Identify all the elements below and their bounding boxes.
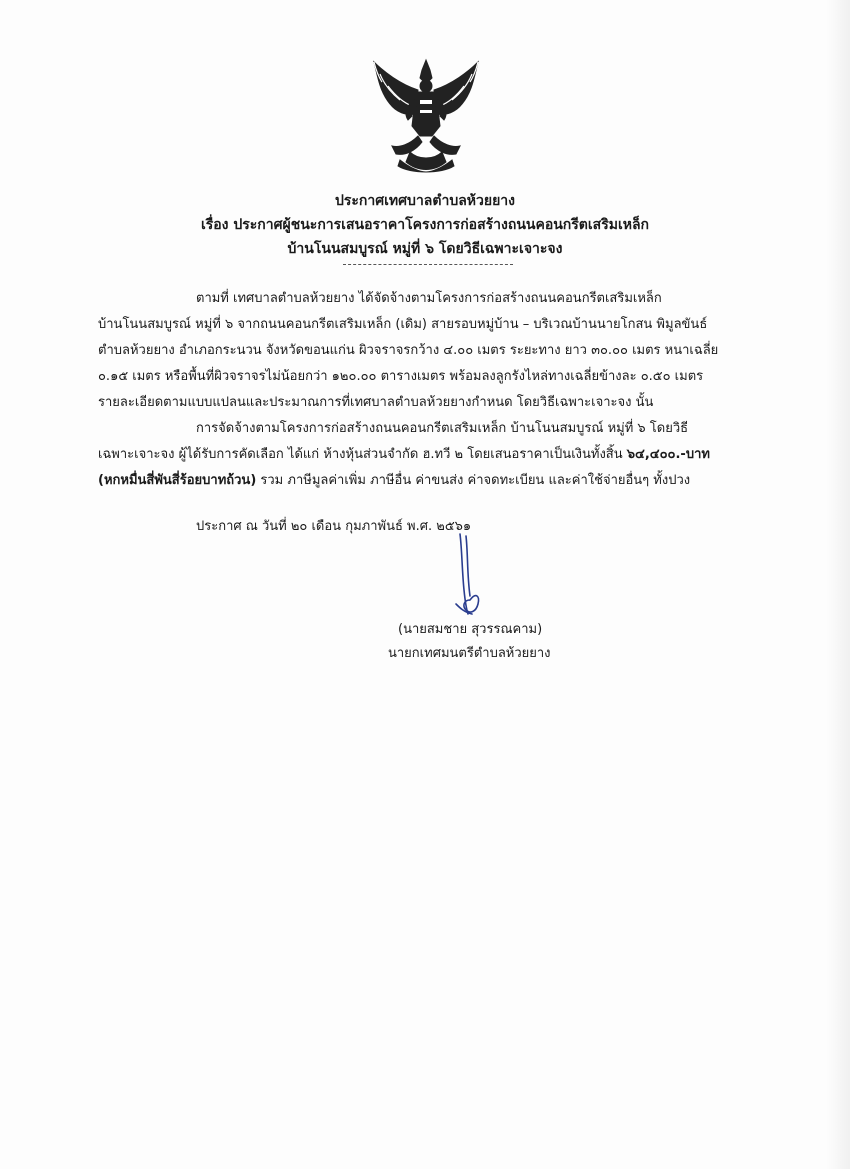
paragraph1-line3: ตำบลห้วยยาง อำเภอกระนวน จังหวัดขอนแก่น ผิวจราจรกว้าง ๔.๐๐ เมตร ระยะทาง ยาว ๓๐.๐๐ เมตร หนาเฉลี่ย <box>98 343 719 358</box>
garuda-emblem-icon <box>370 56 482 174</box>
scan-edge-shadow <box>826 0 850 1169</box>
announcement-date: ประกาศ ณ วันที่ ๒๐ เดือน กุมภาพันธ์ พ.ศ. ๒๕๖๑ <box>196 519 472 534</box>
paragraph1-line2: บ้านโนนสมบูรณ์ หมู่ที่ ๖ จากถนนคอนกรีตเสริมเหล็ก (เดิม) สายรอบหมู่บ้าน – บริเวณบ้านนายโกสน พิมูลขันธ์ <box>98 317 708 332</box>
paragraph1-line4: ๐.๑๕ เมตร หรือพื้นที่ผิวจราจรไม่น้อยกว่า ๑๒๐.๐๐ ตารางเมตร พร้อมลงลูกรังไหล่ทางเฉลี่ยข้างละ ๐.๕๐ เมตร <box>98 369 704 384</box>
contract-amount: ๖๔,๔๐๐.-บาท <box>626 447 710 462</box>
announcement-subject-cont: บ้านโนนสมบูรณ์ หมู่ที่ ๖ โดยวิธีเฉพาะเจาะจง <box>287 241 563 257</box>
announcement-title: ประกาศเทศบาลตำบลห้วยยาง <box>335 193 515 209</box>
paragraph2-line2-text: เฉพาะเจาะจง ผู้ได้รับการคัดเลือก ได้แก่ ห้างหุ้นส่วนจำกัด ฮ.ทวี ๒ โดยเสนอราคาเป็นเงินทั้งสิ้น <box>98 447 627 462</box>
paragraph2-line3-text: รวม ภาษีมูลค่าเพิ่ม ภาษีอื่น ค่าขนส่ง ค่าจดทะเบียน และค่าใช้จ่ายอื่นๆ ทั้งปวง <box>256 473 691 488</box>
paragraph2-line1: การจัดจ้างตามโครงการก่อสร้างถนนคอนกรีตเสริมเหล็ก บ้านโนนสมบูรณ์ หมู่ที่ ๖ โดยวิธี <box>196 421 689 436</box>
handwritten-signature <box>448 530 488 620</box>
paragraph1-line5: รายละเอียดตามแบบแปลนและประมาณการที่เทศบาลตำบลห้วยยางกำหนด โดยวิธีเฉพาะเจาะจง นั้น <box>98 395 654 410</box>
signatory-title: นายกเทศมนตรีตำบลห้วยยาง <box>388 646 551 661</box>
amount-in-words: (หกหมื่นสี่พันสี่ร้อยบาทถ้วน) <box>98 473 257 488</box>
paragraph2-line3 <box>98 472 690 490</box>
announcement-subject: เรื่อง ประกาศผู้ชนะการเสนอราคาโครงการก่อสร้างถนนคอนกรีตเสริมเหล็ก <box>200 217 650 233</box>
signatory-name: (นายสมชาย สุวรรณคาม) <box>398 622 543 637</box>
header-divider <box>343 264 513 265</box>
paragraph1-line1: ตามที่ เทศบาลตำบลห้วยยาง ได้จัดจ้างตามโครงการก่อสร้างถนนคอนกรีตเสริมเหล็ก <box>196 291 662 306</box>
paragraph2-line2 <box>98 446 710 464</box>
